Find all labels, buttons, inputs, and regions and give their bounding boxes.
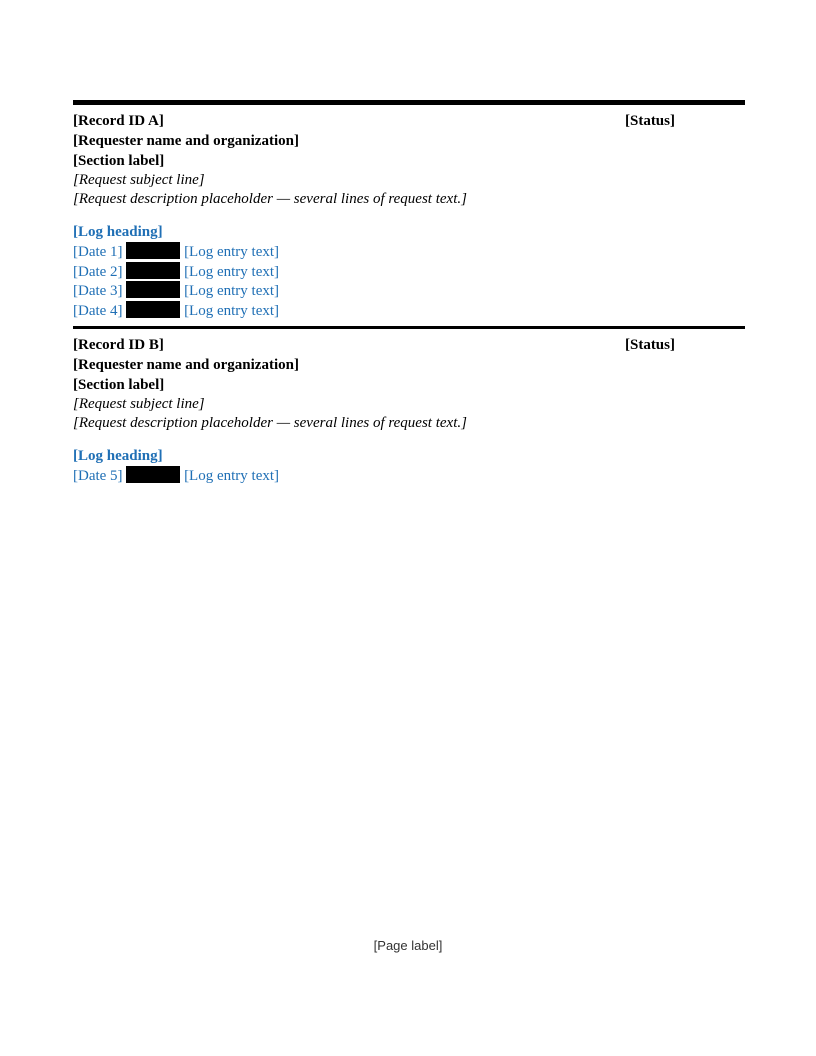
log-text: [Log entry text]: [184, 283, 280, 299]
request-subject: [Request subject line]: [73, 396, 205, 412]
log-text: [Log entry text]: [184, 468, 280, 484]
requester: [Requester name and organization]: [73, 133, 299, 149]
log-entry: [73, 301, 745, 321]
document-page: [73, 100, 745, 486]
log-date: [Date 3]: [73, 283, 123, 299]
record-status: [Status]: [624, 113, 675, 129]
top-divider: [73, 100, 745, 105]
requester: [Requester name and organization]: [73, 357, 299, 373]
log-entry: [73, 466, 745, 486]
request-label: [Section label]: [73, 377, 165, 393]
record-1: [73, 111, 745, 320]
log-entry: [73, 262, 745, 282]
log-date: [Date 2]: [73, 263, 123, 280]
actionlog-title: [Log heading]: [73, 448, 163, 464]
request-description: [Request description placeholder — several lines of request text.]: [73, 190, 467, 207]
log-text: [Log entry text]: [184, 302, 280, 319]
redaction-box: [126, 242, 180, 259]
record-divider: [73, 326, 745, 329]
redaction-box: [126, 466, 180, 483]
actionlog-title: [Log heading]: [73, 224, 163, 240]
page-number: [Page label]: [373, 938, 443, 953]
redaction-box: [126, 301, 180, 318]
record-id: [Record ID A]: [73, 113, 164, 129]
log-date: [Date 4]: [73, 302, 123, 319]
log-entry: [73, 281, 745, 301]
log-text: [Log entry text]: [184, 244, 280, 260]
log-date: [Date 1]: [73, 244, 123, 260]
log-text: [Log entry text]: [184, 263, 280, 280]
request-subject: [Request subject line]: [73, 172, 205, 188]
request-description: [Request description placeholder — several lines of request text.]: [73, 414, 467, 431]
redaction-box: [126, 281, 180, 298]
request-label: [Section label]: [73, 153, 165, 169]
redaction-box: [126, 262, 180, 279]
record-id: [Record ID B]: [73, 337, 164, 353]
log-date: [Date 5]: [73, 468, 123, 484]
log-entry: [73, 242, 745, 262]
record-status: [Status]: [624, 337, 675, 353]
record-2: [73, 335, 745, 486]
